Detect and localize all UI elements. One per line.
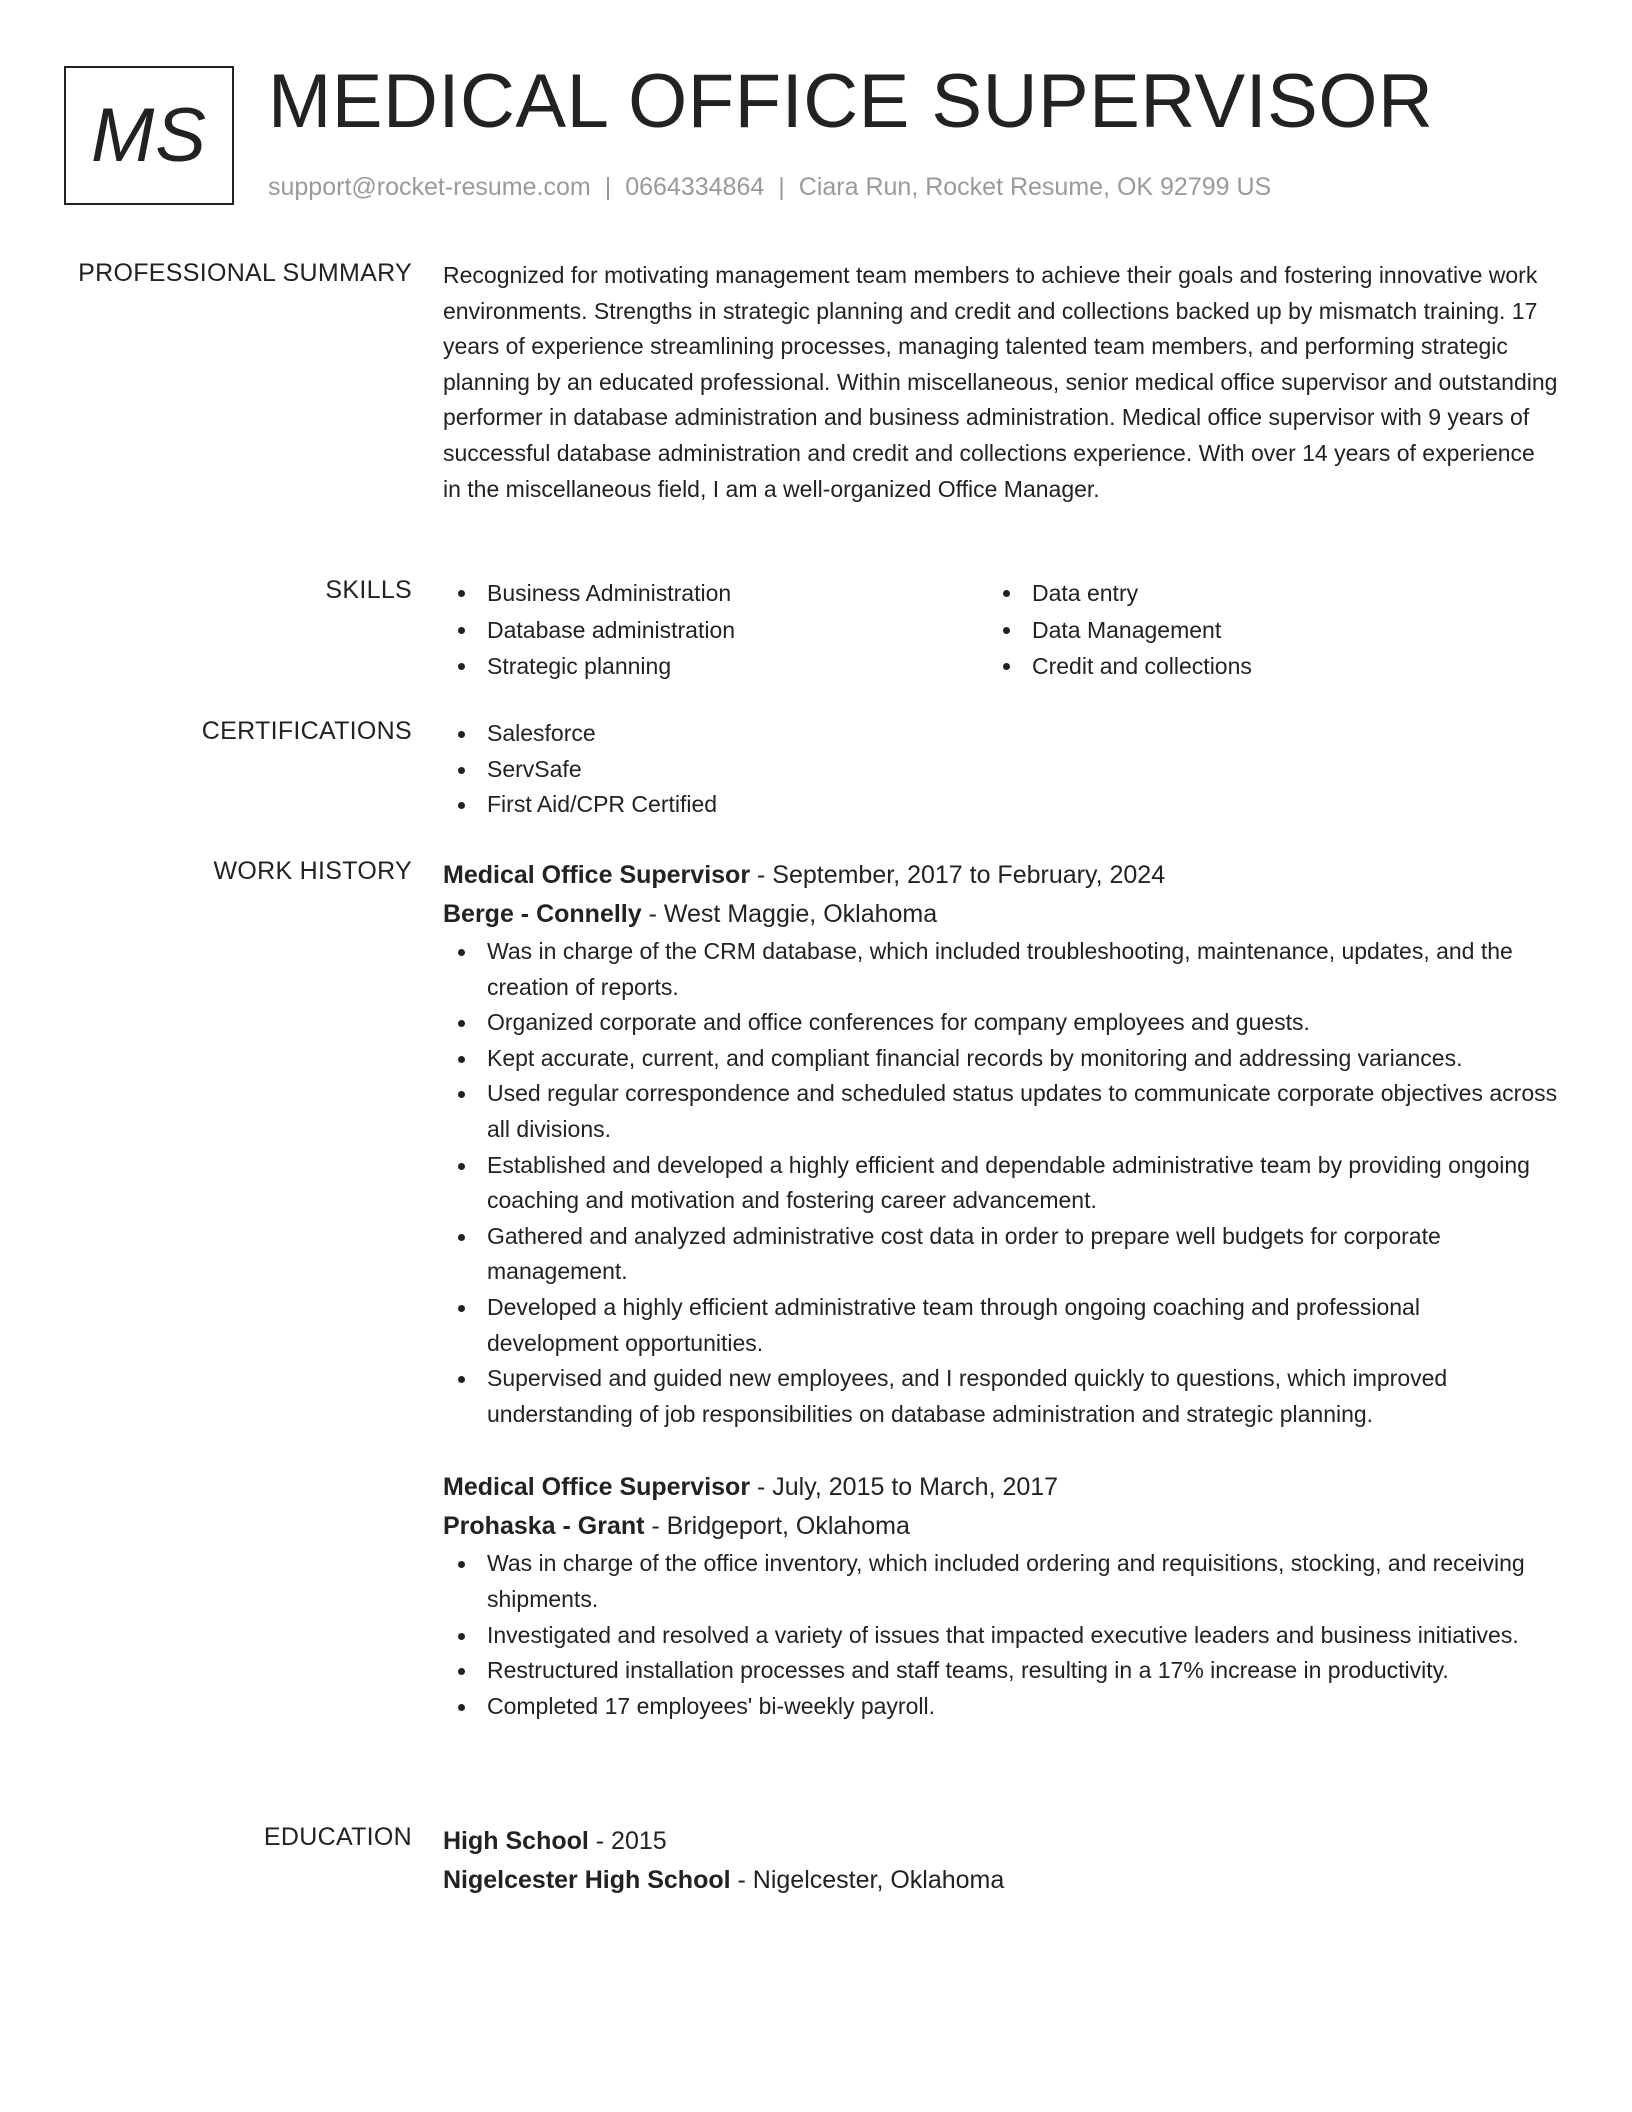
skills-grid [443,575,1558,685]
job-bullets [443,1546,1558,1724]
contact-line [268,172,1271,202]
skills-column-2 [988,575,1533,685]
education-body [443,1822,1558,1900]
work-history-body [443,856,1558,1724]
job-dates: - September, 2017 to February, 2024 [750,861,1166,889]
job-entry [443,1468,1558,1724]
skills-column-1 [443,575,988,685]
job-title-line [443,1468,1558,1507]
certifications-heading: CERTIFICATIONS [201,717,412,745]
monogram-initials: MS [91,93,207,178]
education-school-line [443,1861,1558,1900]
job-role: Medical Office Supervisor [443,861,751,889]
job-company-line [443,895,1558,934]
job-role: Medical Office Supervisor [443,1473,751,1502]
job-company: Prohaska - Grant [443,1512,645,1541]
list-item: Was in charge of the CRM database, which included troubleshooting, maintenance, updates, and the creation of reports. [443,934,1558,1005]
contact-phone: 0664334864 [625,173,765,201]
list-item: Investigated and resolved a variety of issues that impacted executive leaders and business initiatives. [443,1618,1558,1654]
education-location: - Nigelcester, Oklahoma [730,1866,1005,1894]
education-year: - 2015 [588,1827,667,1855]
skills-body [443,575,1558,685]
list-item: Credit and collections [988,648,1533,685]
contact-email: support@rocket-resume.com [268,173,591,201]
certifications-list [443,716,1558,823]
work-history-heading: WORK HISTORY [213,857,412,885]
job-company-line [443,1507,1558,1546]
list-item: Supervised and guided new employees, and I responded quickly to questions, which improved understanding of job responsibilities on database administration and strategic planning. [443,1361,1558,1432]
job-dates: - July, 2015 to March, 2017 [750,1473,1059,1502]
list-item: Established and developed a highly efficient and dependable administrative team by providing ongoing coaching and motivation and fostering career advancement. [443,1148,1558,1219]
list-item: Database administration [443,612,988,649]
education-degree: High School [443,1827,589,1855]
resume-title: MEDICAL OFFICE SUPERVISOR [268,59,1434,144]
list-item: Completed 17 employees' bi-weekly payroll. [443,1689,1558,1725]
list-item: ServSafe [443,752,1558,788]
monogram-box [64,66,234,205]
list-item: Restructured installation processes and staff teams, resulting in a 17% increase in productivity. [443,1653,1558,1689]
list-item: Used regular correspondence and scheduled status updates to communicate corporate objectives across all divisions. [443,1076,1558,1147]
list-item: Data entry [988,575,1533,612]
job-location: - West Maggie, Oklahoma [641,900,938,928]
list-item: Salesforce [443,716,1558,752]
job-title-line [443,856,1558,895]
summary-body [443,258,1558,507]
education-degree-line [443,1822,1558,1861]
summary-heading: PROFESSIONAL SUMMARY [78,259,412,287]
education-school: Nigelcester High School [443,1866,731,1894]
contact-separator: | [778,173,785,201]
contact-separator: | [604,173,612,201]
list-item: Kept accurate, current, and compliant financial records by monitoring and addressing variances. [443,1041,1558,1077]
list-item: Developed a highly efficient administrative team through ongoing coaching and professional development opportunities. [443,1290,1558,1361]
job-entry [443,856,1558,1432]
summary-text: Recognized for motivating management team members to achieve their goals and fostering innovative work environments. Strengths in strategic planning and credit and collections backed up by mismatch training. 17 years of experience streamlining processes, managing talented team members, and performing strategic planning by an educated professional. Within miscellaneous, senior medical office supervisor and outstanding performer in database administration and business administration. Medical office supervisor with 9 years of successful database administration and credit and collections experience. With over 14 years of experience in the miscellaneous field, I am a well-organized Office Manager. [443,262,1558,502]
certifications-body [443,716,1558,823]
contact-address: Ciara Run, Rocket Resume, OK 92799 US [798,173,1272,201]
skills-heading: SKILLS [325,576,412,604]
list-item: Was in charge of the office inventory, which included ordering and requisitions, stocking, and receiving shipments. [443,1546,1558,1617]
list-item: Gathered and analyzed administrative cost data in order to prepare well budgets for corporate management. [443,1219,1558,1290]
list-item: Organized corporate and office conferences for company employees and guests. [443,1005,1558,1041]
job-location: - Bridgeport, Oklahoma [644,1512,910,1541]
job-company: Berge - Connelly [443,900,642,928]
list-item: Data Management [988,612,1533,649]
list-item: Strategic planning [443,648,988,685]
education-heading: EDUCATION [263,1823,412,1851]
list-item: First Aid/CPR Certified [443,787,1558,823]
list-item: Business Administration [443,575,988,612]
job-bullets [443,934,1558,1432]
